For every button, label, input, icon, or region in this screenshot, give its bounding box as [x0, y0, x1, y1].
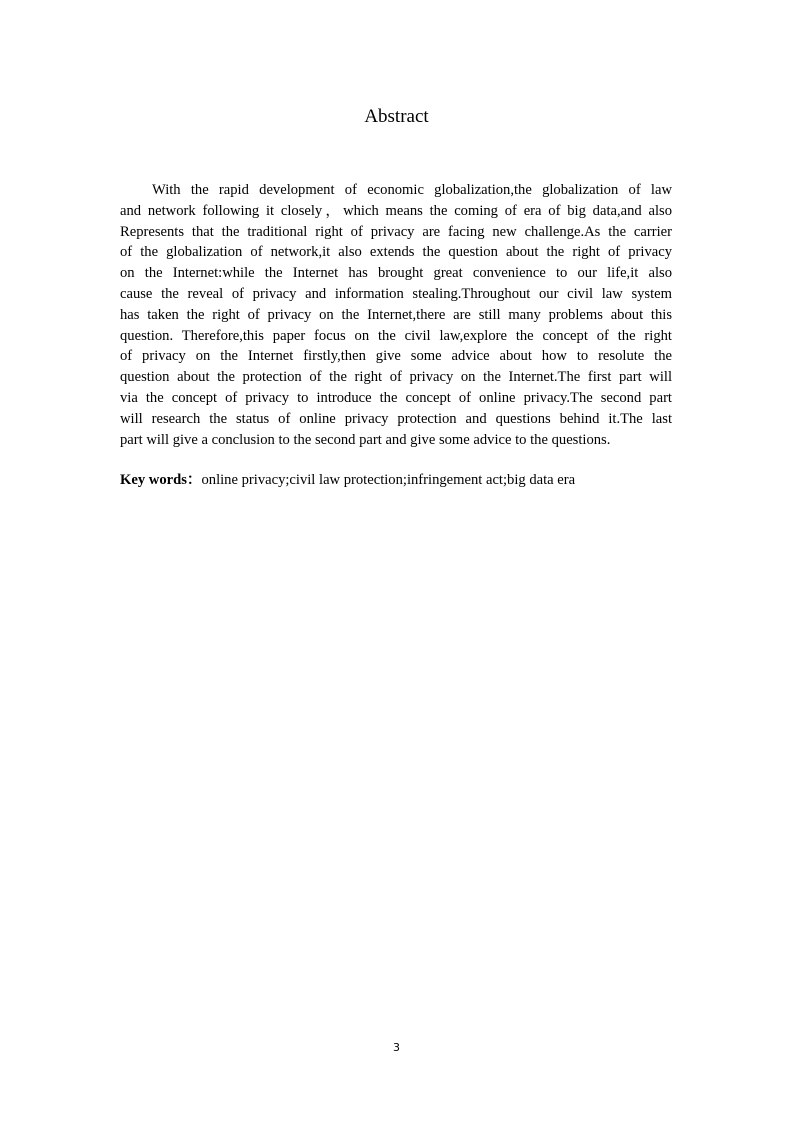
abstract-line: of privacy on the Internet firstly,then give some advice about how to resolute the — [120, 348, 672, 365]
keywords-line — [120, 470, 680, 490]
abstract-line: has taken the right of privacy on the Internet,there are still many problems about this — [120, 306, 672, 323]
abstract-line: Represents that the traditional right of privacy are facing new challenge.As the carrier — [120, 223, 672, 240]
abstract-line: part will give a conclusion to the second part and give some advice to the questions. — [120, 431, 611, 448]
abstract-line: question about the protection of the right of privacy on the Internet.The first part will — [120, 369, 672, 386]
keywords-label: Key words： — [120, 472, 202, 488]
abstract-title: Abstract — [364, 106, 429, 127]
abstract-line: With the rapid development of economic globalization,the globalization of law — [152, 182, 672, 198]
abstract-line: on the Internet:while the Internet has brought great convenience to our life,it also — [120, 265, 672, 282]
page-number: 3 — [393, 1041, 400, 1054]
abstract-line: of the globalization of network,it also extends the question about the right of privacy — [120, 244, 672, 261]
keywords-text: online privacy;civil law protection;infringement act;big data era — [201, 472, 576, 488]
abstract-paragraph — [120, 180, 672, 450]
abstract-line: and network following it closely，which means the coming of era of big data,and also — [120, 202, 672, 219]
abstract-line: question. Therefore,this paper focus on the civil law,explore the concept of the right — [120, 327, 672, 344]
abstract-line: cause the reveal of privacy and information stealing.Throughout our civil law system — [120, 285, 672, 302]
abstract-line: will research the status of online privacy protection and questions behind it.The last — [120, 410, 672, 427]
abstract-line: via the concept of privacy to introduce the concept of online privacy.The second part — [120, 389, 672, 406]
